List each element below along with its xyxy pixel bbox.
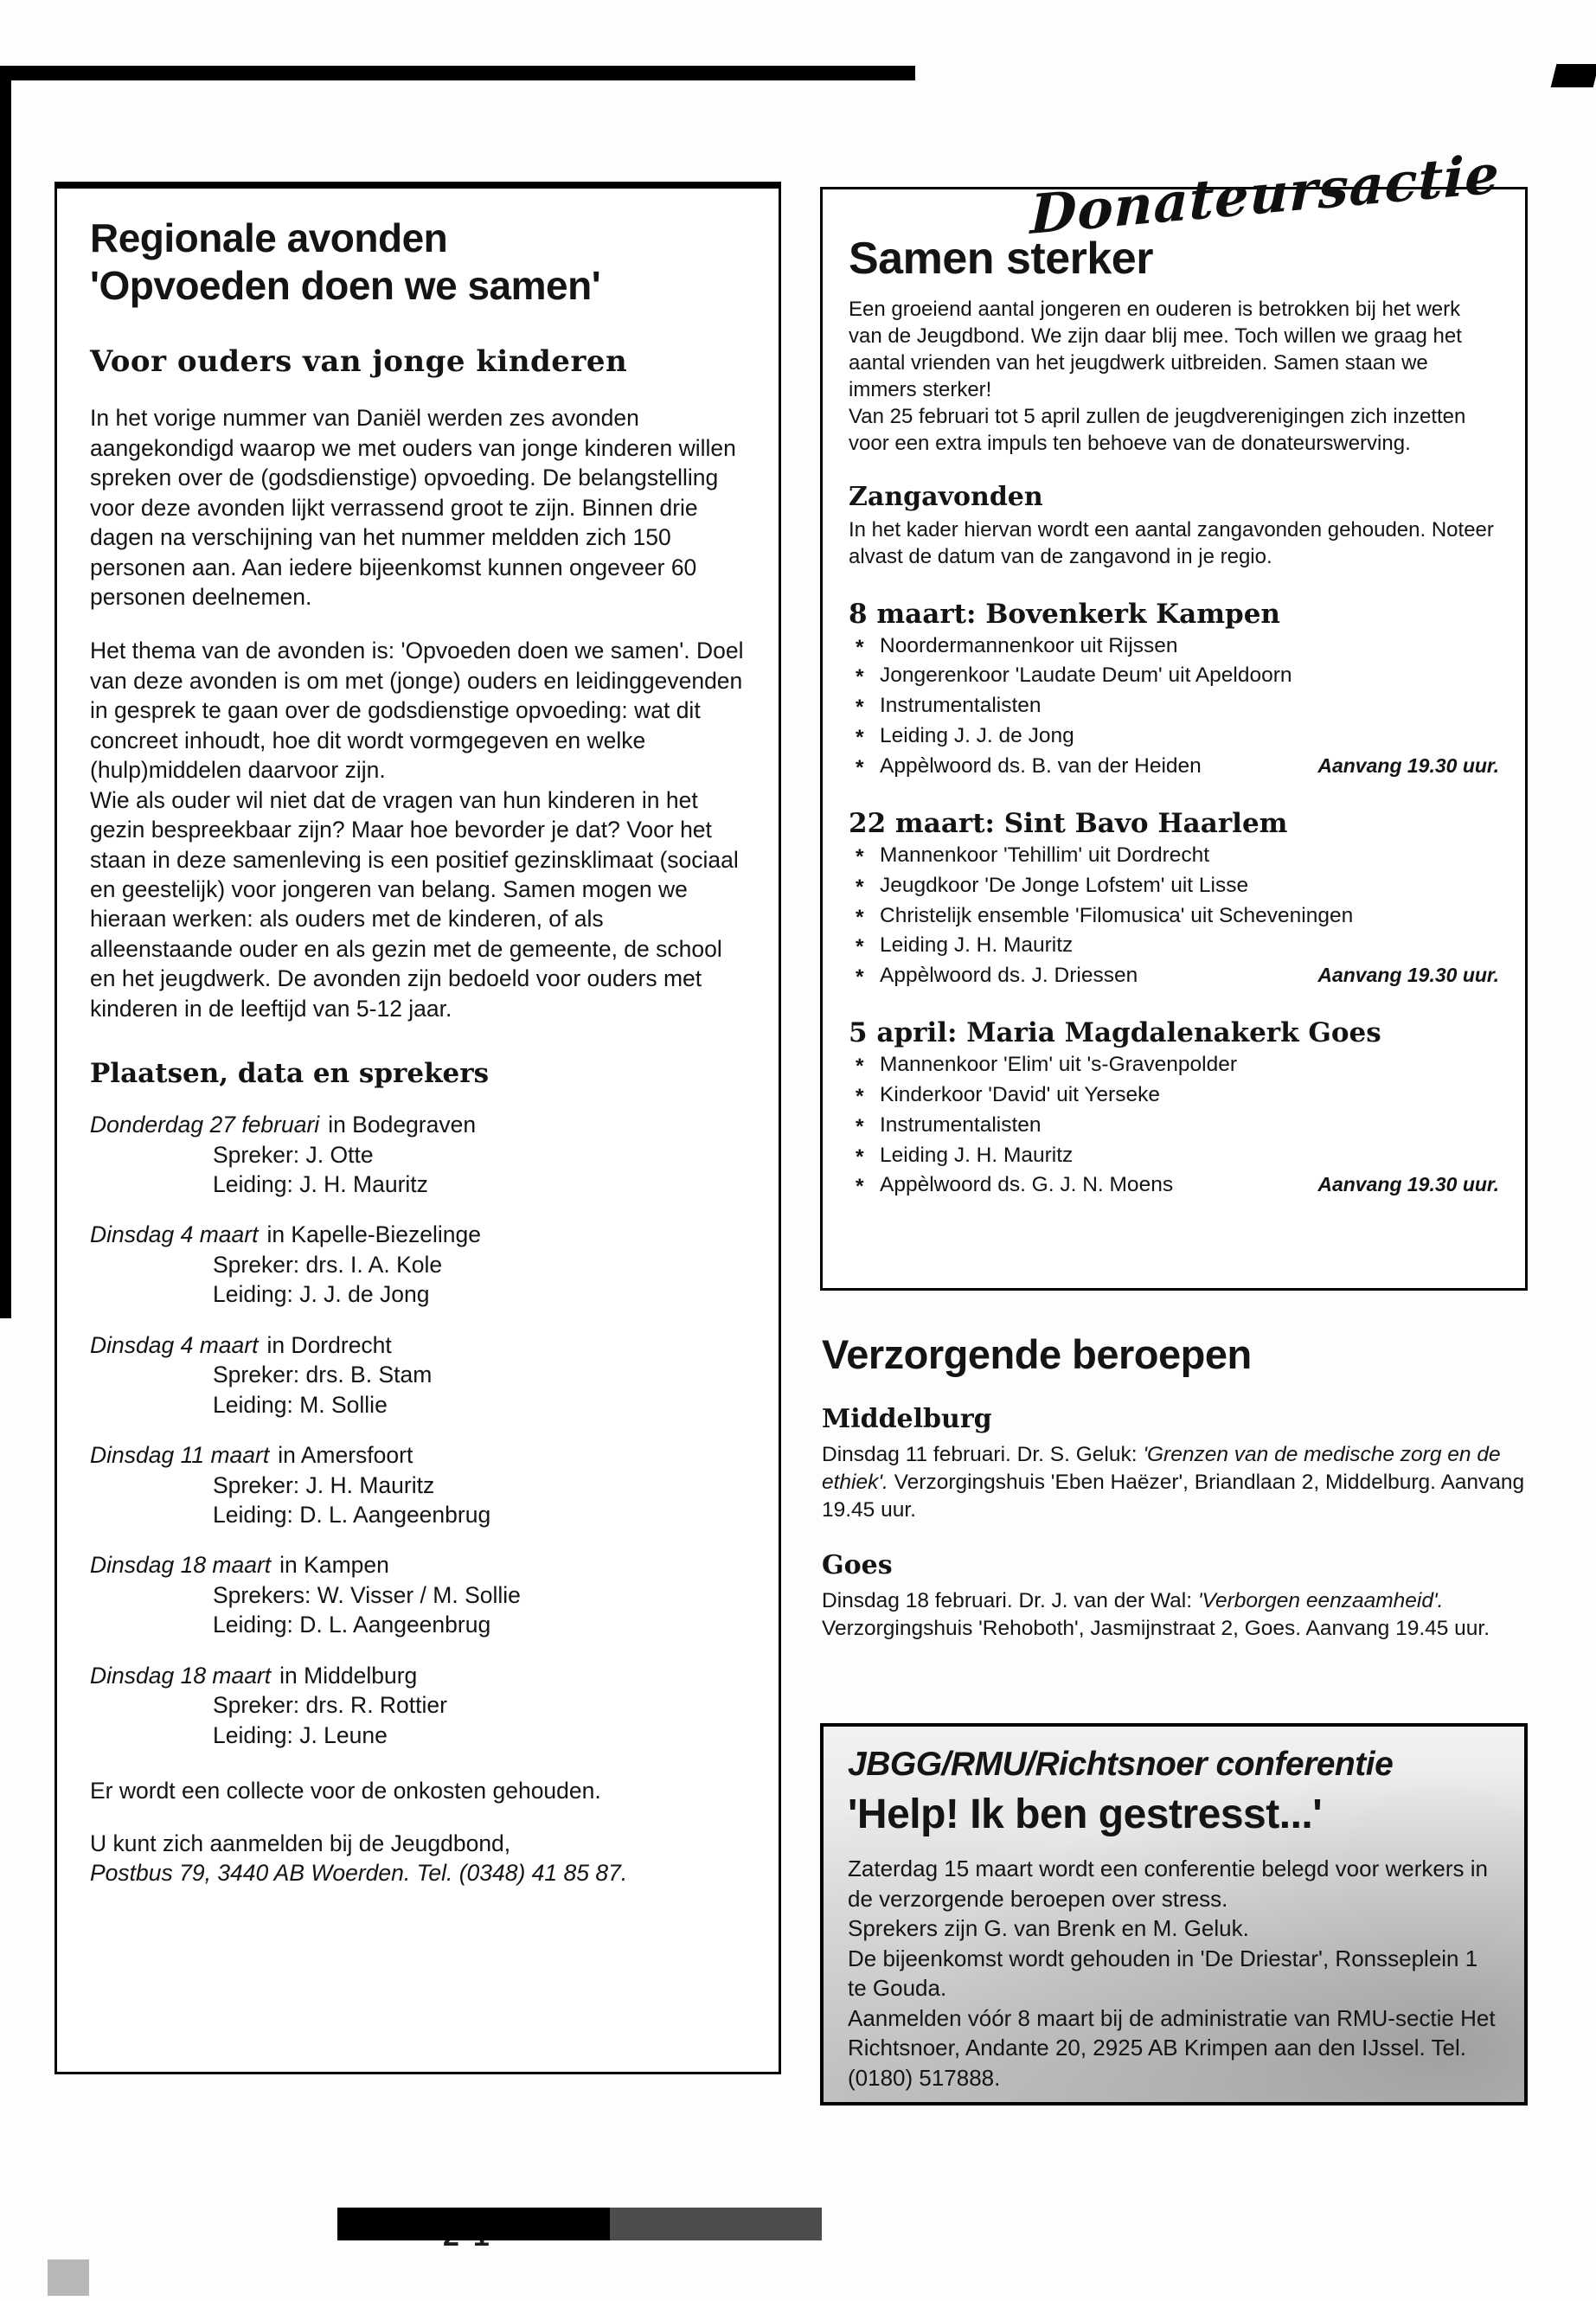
lecture-title: 'Grenzen van de medische zorg en de ethiek'. <box>822 1443 1501 1495</box>
event-date: Dinsdag 4 maart <box>90 1221 259 1248</box>
conference-box <box>820 1723 1528 2106</box>
article-subtitle: Voor ouders van jonge kinderen <box>90 344 628 380</box>
article-title-line2: 'Opvoeden doen we samen' <box>90 263 601 309</box>
concert-item: * Mannenkoor 'Tehillim' uit Dordrecht <box>849 842 1499 869</box>
scan-left-strip <box>0 66 11 1318</box>
event-entry <box>90 1110 746 1199</box>
event-leader: Leiding: D. L. Aangeenbrug <box>213 1501 491 1528</box>
concert-item: * Noordermannenkoor uit Rijssen <box>849 632 1499 660</box>
event-speaker: Sprekers: W. Visser / M. Sollie <box>213 1581 521 1608</box>
conference-body <box>848 1854 1500 2093</box>
event-entry <box>90 1440 746 1529</box>
verzorgende-title: Verzorgende beroepen <box>822 1331 1252 1377</box>
verzorgende-section <box>822 1550 1528 1643</box>
event-leader: Leiding: M. Sollie <box>213 1391 388 1418</box>
article-title <box>90 215 746 310</box>
concert-item: * Leiding J. H. Mauritz <box>849 1142 1499 1170</box>
concert-item: * Jeugdkoor 'De Jonge Lofstem' uit Lisse <box>849 872 1499 900</box>
samen-sterker-title: Samen sterker <box>849 234 1153 284</box>
event-leader: Leiding: J. Leune <box>213 1721 388 1748</box>
article-verzorgende-beroepen <box>822 1330 1528 1643</box>
concert-item: * Leiding J. J. de Jong <box>849 722 1499 750</box>
event-entry <box>90 1550 746 1639</box>
event-date-line <box>90 1330 746 1360</box>
event-entry <box>90 1330 746 1420</box>
concert-appelwoord: * Appèlwoord ds. G. J. N. Moens <box>880 1173 1174 1197</box>
concert-heading: 8 maart: Bovenkerk Kampen <box>849 598 1280 630</box>
event-speaker: Spreker: drs. R. Rottier <box>213 1692 447 1719</box>
paragraph: Het thema van de avonden is: 'Opvoeden doen we samen'. Doel van deze avonden is om met (jonge) ouders en leidinggevenden in gesprek te gaan over de godsdienstige opvoeding: wat dit concreet inhoudt, hoe dit wordt vormgegeven en welke (hulp)middelen daarvoor zijn. <box>90 638 744 784</box>
paragraph: Wie als ouder wil niet dat de vragen van hun kinderen in het gezin bespreekbaar zijn? Maar hoe bevorder je dat? Voor het staan in deze samenleving is een positief gezinsklimaat (sociaal en geestelijk) voor jongeren van belang. Samen mogen we hieraan werken: als ouders met de kinderen, of als alleenstaande ouder en als gezin met de gemeente, de school en het jeugdwerk. De avonden zijn bedoeld voor ouders met kinderen in de leeftijd van 5-12 jaar. <box>90 786 739 1022</box>
event-speaker: Spreker: J. H. Mauritz <box>213 1471 435 1498</box>
event-place: in Kampen <box>279 1552 389 1579</box>
registration-line1: U kunt zich aanmelden bij de Jeugdbond, <box>90 1830 511 1856</box>
concert-item: * Kinderkoor 'David' uit Yerseke <box>849 1081 1499 1109</box>
verzorgende-section <box>822 1404 1528 1524</box>
event-date: Dinsdag 11 maart <box>90 1442 270 1469</box>
text-post: Verzorgingshuis 'Rehoboth', Jasmijnstraat 2, Goes. Aanvang 19.45 uur. <box>822 1617 1490 1641</box>
event-place: in Dordrecht <box>266 1331 392 1358</box>
zangavonden-heading: Zangavonden <box>849 481 1043 512</box>
verzorgende-section-text <box>822 1587 1528 1643</box>
conference-title-line1: JBGG/RMU/Richtsnoer conferentie <box>848 1746 1394 1783</box>
concert-aanvang: Aanvang 19.30 uur. <box>1317 964 1499 987</box>
event-speaker: Spreker: drs. I. A. Kole <box>213 1251 443 1278</box>
concert-item: * Leiding J. H. Mauritz <box>849 932 1499 959</box>
scan-bottom-bar <box>337 2208 610 2240</box>
scan-corner-mark <box>1551 64 1596 87</box>
event-leader: Leiding: J. J. de Jong <box>213 1281 430 1308</box>
article-title-line1: Regionale avonden <box>90 215 448 260</box>
article-samen-sterker <box>820 187 1528 1291</box>
paragraph: Een groeiend aantal jongeren en ouderen is betrokken bij het werk van de Jeugdbond. We zijn daar blij mee. Toch willen we graag het aantal vrienden van het jeugdwerk uitbreiden. Samen staan we immers sterker! <box>849 298 1462 401</box>
verzorgende-section-text <box>822 1441 1528 1524</box>
zangavonden-text: In het kader hiervan wordt een aantal zangavonden gehouden. Noteer alvast de datum van de zangavond in je regio. <box>849 517 1494 568</box>
scan-bottom-bar-gray <box>610 2208 822 2240</box>
event-speaker: Spreker: drs. B. Stam <box>213 1362 433 1388</box>
event-place: in Amersfoort <box>278 1442 413 1469</box>
conference-line: Aanmelden vóór 8 maart bij de administratie van RMU-sectie Het Richtsnoer, Andante 20, 2925 AB Krimpen aan den IJssel. Tel. (0180) 517888. <box>848 2004 1496 2092</box>
concert-heading: 5 april: Maria Magdalenakerk Goes <box>849 1017 1381 1049</box>
scan-top-bar <box>0 66 915 80</box>
verzorgende-section-heading: Middelburg <box>822 1404 992 1434</box>
concert-item: * Instrumentalisten <box>849 692 1499 720</box>
concert-block <box>849 599 1499 780</box>
verzorgende-section-heading: Goes <box>822 1550 893 1581</box>
lecture-title: 'Verborgen eenzaamheid'. <box>1197 1589 1444 1613</box>
conference-title-line2: 'Help! Ik ben gestresst...' <box>848 1791 1323 1837</box>
concert-item: * Mannenkoor 'Elim' uit 's-Gravenpolder <box>849 1051 1499 1079</box>
event-place: in Bodegraven <box>328 1112 477 1138</box>
event-entry <box>90 1220 746 1309</box>
event-date-line <box>90 1661 746 1690</box>
conference-line: Zaterdag 15 maart wordt een conferentie belegd voor werkers in de verzorgende beroepen over stress. <box>848 1856 1488 1912</box>
article-regionale-avonden <box>54 182 781 2074</box>
concert-item: * Christelijk ensemble 'Filomusica' uit Scheveningen <box>849 902 1499 930</box>
event-speaker: Spreker: J. Otte <box>213 1141 374 1168</box>
event-date-line <box>90 1550 746 1580</box>
concert-block <box>849 808 1499 990</box>
text-post: Verzorgingshuis 'Eben Haëzer', Briandlaan 2, Middelburg. Aanvang 19.45 uur. <box>822 1471 1525 1522</box>
concert-block <box>849 1017 1499 1199</box>
section-heading-plaatsen: Plaatsen, data en sprekers <box>90 1058 490 1090</box>
text-pre: Dinsdag 18 februari. Dr. J. van der Wal: <box>822 1589 1198 1613</box>
registration-note <box>90 1829 746 1888</box>
conference-line: Sprekers zijn G. van Brenk en M. Geluk. <box>848 1915 1249 1942</box>
concert-appelwoord: * Appèlwoord ds. B. van der Heiden <box>880 754 1202 778</box>
concert-item <box>849 1171 1499 1199</box>
conference-line: De bijeenkomst wordt gehouden in 'De Driestar', Ronsseplein 1 te Gouda. <box>848 1945 1478 2002</box>
collecte-note: Er wordt een collecte voor de onkosten gehouden. <box>90 1778 601 1804</box>
event-leader: Leiding: J. H. Mauritz <box>213 1171 428 1197</box>
concert-item <box>849 753 1499 780</box>
event-place: in Kapelle-Biezelinge <box>266 1221 481 1248</box>
event-date-line <box>90 1440 746 1470</box>
registration-line2: Postbus 79, 3440 AB Woerden. Tel. (0348) 41 85 87. <box>90 1860 628 1887</box>
concert-aanvang: Aanvang 19.30 uur. <box>1317 754 1499 777</box>
handwritten-donateursactie: Donateursactie <box>1029 142 1501 247</box>
event-date: Dinsdag 4 maart <box>90 1331 259 1358</box>
event-date: Dinsdag 18 maart <box>90 1662 272 1689</box>
concert-item: * Instrumentalisten <box>849 1112 1499 1139</box>
event-place: in Middelburg <box>279 1662 418 1689</box>
event-entry <box>90 1661 746 1750</box>
concert-appelwoord: * Appèlwoord ds. J. Driessen <box>880 964 1138 988</box>
paragraph: In het vorige nummer van Daniël werden zes avonden aangekondigd waarop we met ouders van jonge kinderen willen spreken over de (godsdienstige) opvoeding. De belangstelling voor deze avonden lijkt verrassend groot te zijn. Binnen drie dagen na verschijning van het nummer meldden zich 150 personen aan. Aan iedere bijeenkomst kunnen ongeveer 60 personen deelnemen. <box>90 405 736 610</box>
paragraph: Van 25 februari tot 5 april zullen de jeugdverenigingen zich inzetten voor een extra impuls ten behoeve van de donateurswerving. <box>849 404 1466 455</box>
concert-item <box>849 962 1499 990</box>
event-date-line <box>90 1220 746 1249</box>
event-date: Dinsdag 18 maart <box>90 1552 272 1579</box>
concert-aanvang: Aanvang 19.30 uur. <box>1317 1173 1499 1196</box>
text-pre: Dinsdag 11 februari. Dr. S. Geluk: <box>822 1443 1144 1466</box>
event-date: Donderdag 27 februari <box>90 1112 320 1138</box>
event-leader: Leiding: D. L. Aangeenbrug <box>213 1612 491 1638</box>
scan-bottom-square <box>48 2259 89 2296</box>
event-date-line <box>90 1110 746 1139</box>
concert-item: * Jongerenkoor 'Laudate Deum' uit Apeldoorn <box>849 662 1499 689</box>
concert-heading: 22 maart: Sint Bavo Haarlem <box>849 807 1288 839</box>
